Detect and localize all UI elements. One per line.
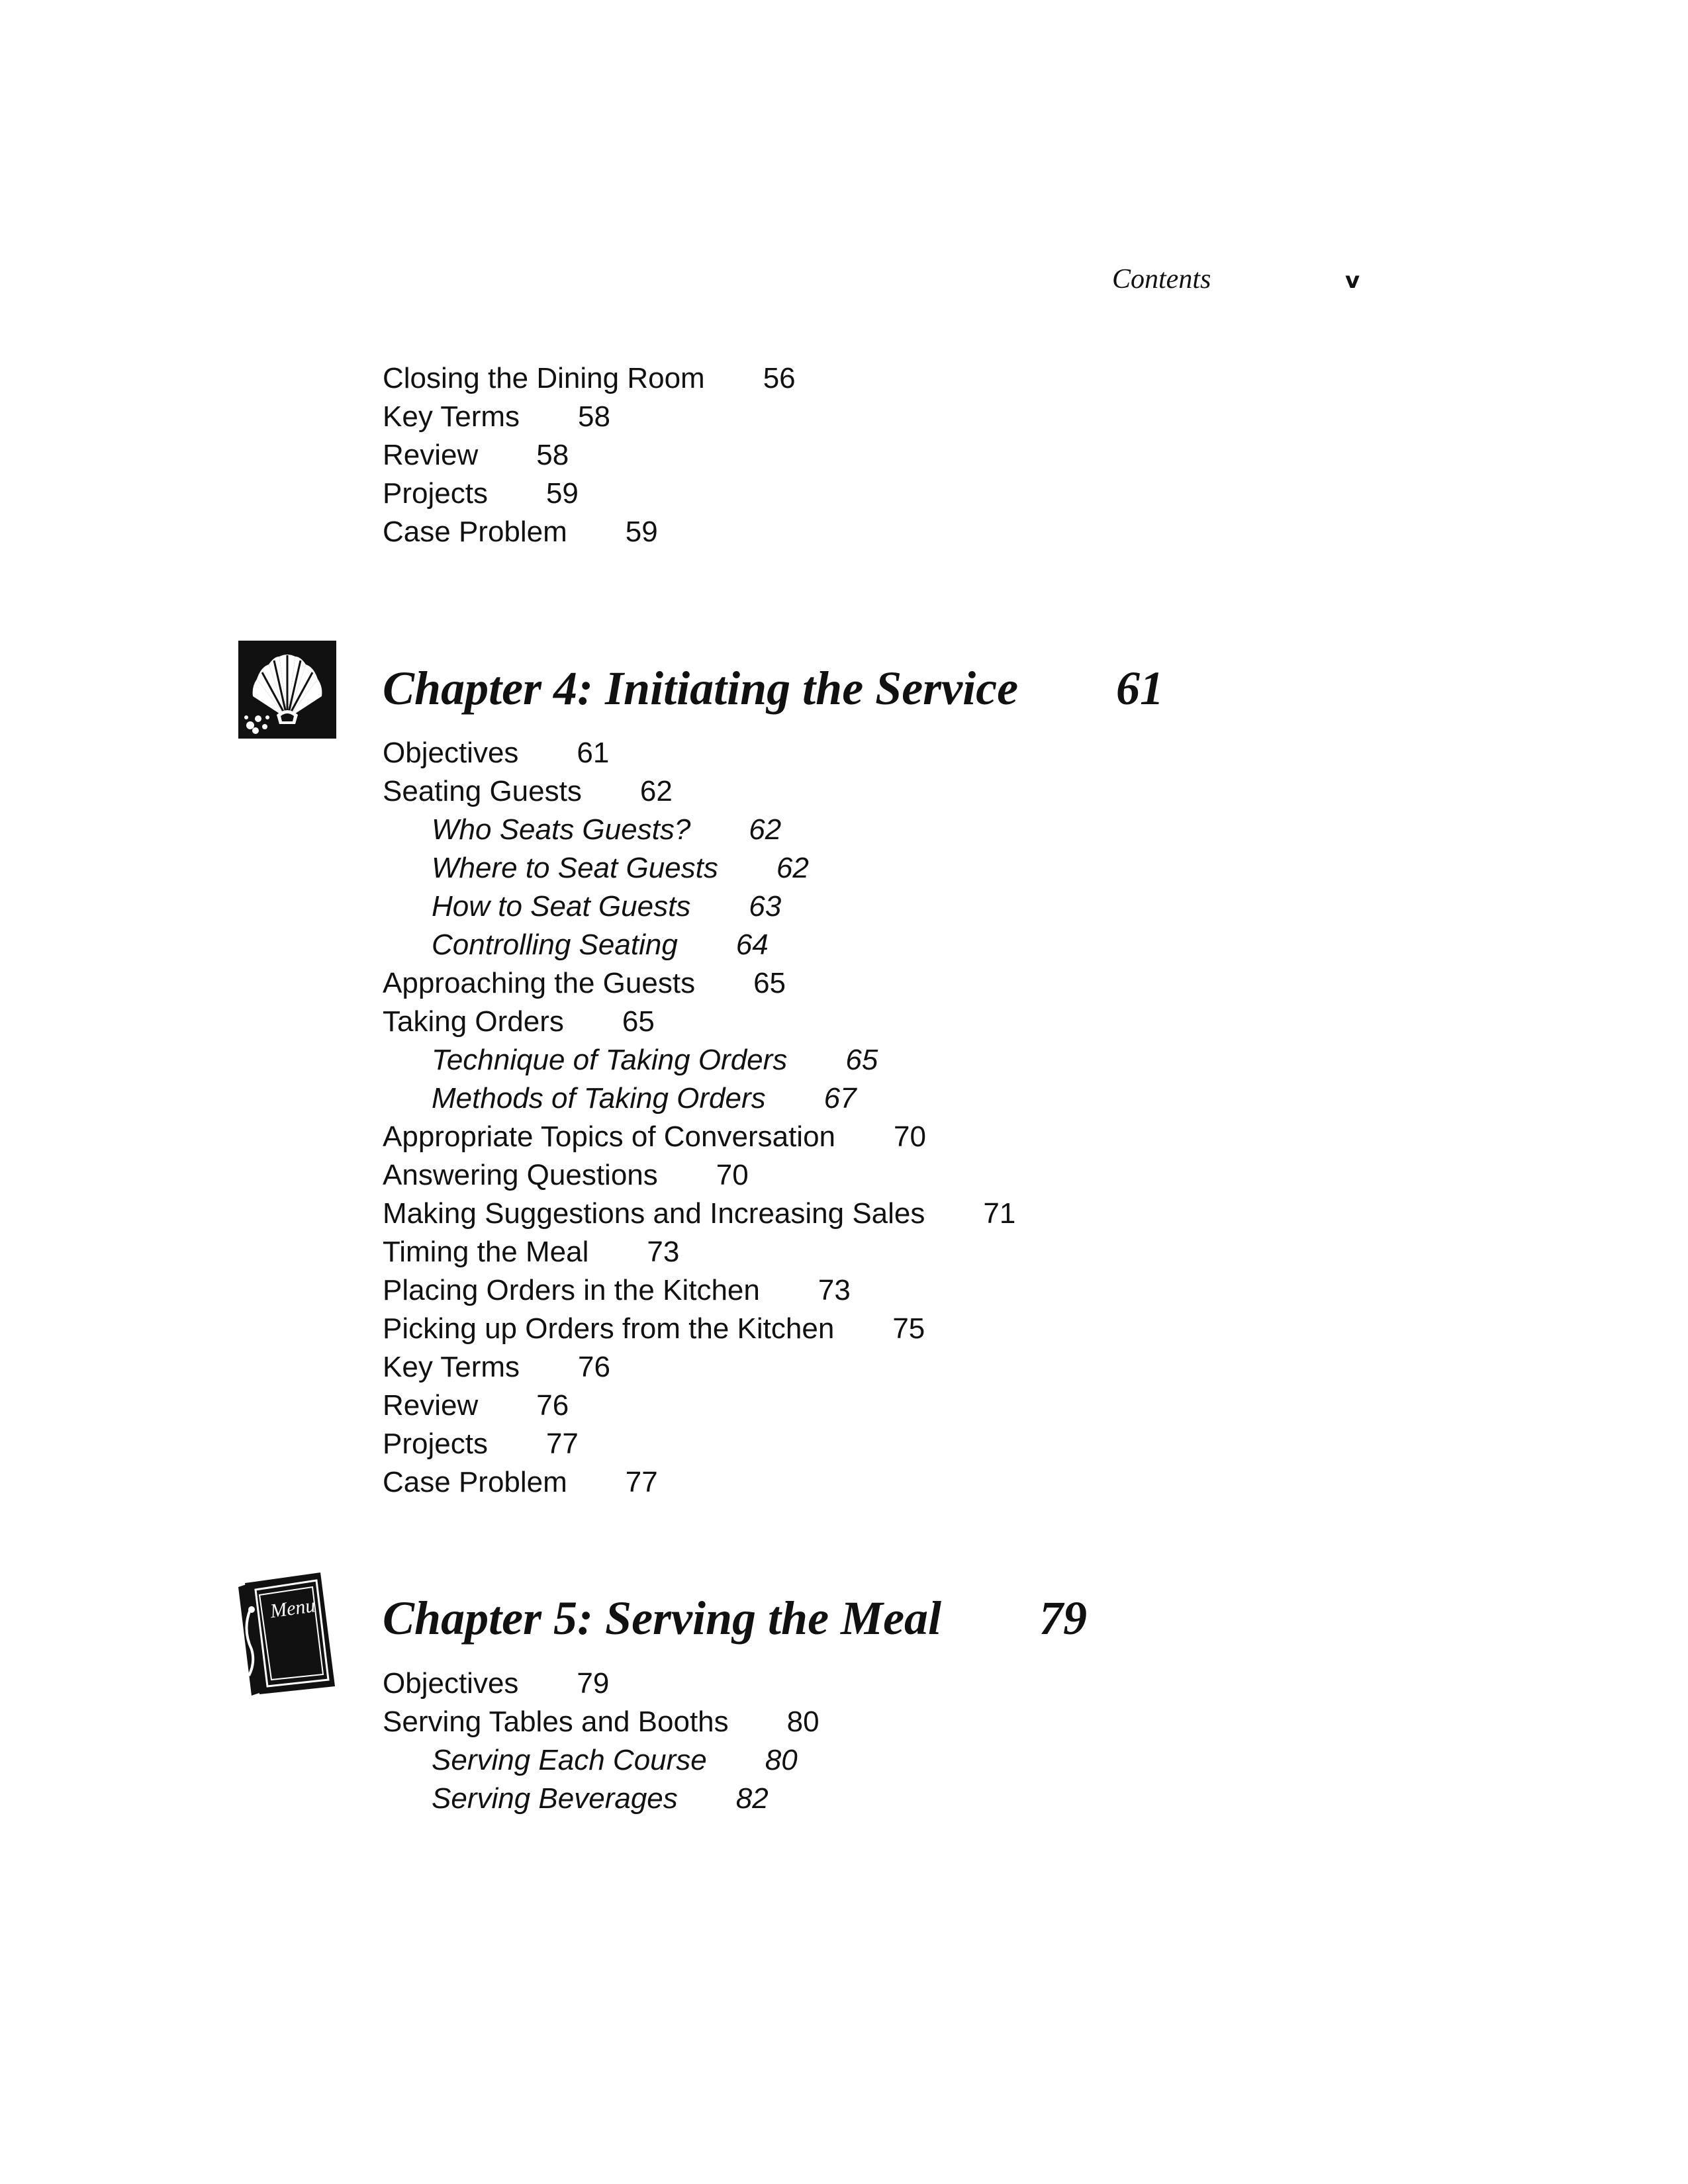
toc-entry[interactable]: Approaching the Guests 65 [383, 965, 786, 1002]
toc-entry[interactable]: Closing the Dining Room 56 [383, 360, 796, 397]
running-head [1112, 263, 1377, 303]
toc-page-number: 65 [753, 967, 786, 999]
toc-subentry[interactable]: Where to Seat Guests 62 [432, 850, 809, 887]
page-folio: v [1345, 267, 1360, 294]
toc-page-number: 77 [625, 1466, 658, 1498]
toc-page-number: 70 [894, 1120, 926, 1153]
toc-page-number: 67 [823, 1082, 857, 1115]
toc-page-number: 70 [716, 1159, 749, 1191]
toc-page-number: 62 [776, 852, 809, 884]
chapter-page-number: 61 [1116, 662, 1164, 715]
toc-page-number: 59 [625, 516, 658, 548]
toc-subentry[interactable]: Technique of Taking Orders 65 [432, 1042, 878, 1079]
toc-page-number: 65 [845, 1044, 878, 1076]
toc-entry[interactable]: Projects 59 [383, 475, 579, 512]
toc-entry[interactable]: Key Terms 76 [383, 1349, 610, 1386]
toc-page-number: 58 [578, 400, 610, 433]
toc-entry[interactable]: Case Problem 77 [383, 1464, 658, 1501]
toc-page-number: 64 [735, 929, 769, 961]
toc-page-number: 73 [647, 1236, 680, 1268]
svg-text:Menu: Menu [268, 1594, 317, 1623]
toc-entry[interactable]: Taking Orders 65 [383, 1003, 655, 1040]
toc-subentry[interactable]: Controlling Seating 64 [432, 927, 769, 964]
toc-page-number: 76 [536, 1389, 569, 1422]
toc-entry[interactable]: Projects 77 [383, 1426, 579, 1463]
toc-entry[interactable]: Objectives 61 [383, 735, 609, 772]
toc-page-number: 76 [578, 1351, 610, 1383]
chapter-5-heading[interactable] [383, 1588, 1087, 1648]
toc-entry[interactable]: Picking up Orders from the Kitchen 75 [383, 1310, 925, 1347]
shell-icon [238, 641, 336, 739]
toc-subentry[interactable]: Serving Each Course 80 [432, 1742, 798, 1779]
toc-page-number: 63 [749, 890, 782, 923]
toc-page-number: 80 [765, 1744, 798, 1776]
toc-page-number: 61 [577, 737, 610, 769]
toc-subentry[interactable]: Who Seats Guests? 62 [432, 811, 781, 848]
toc-page-number: 73 [818, 1274, 851, 1306]
toc-subentry[interactable]: How to Seat Guests 63 [432, 888, 781, 925]
toc-page-number: 62 [749, 813, 782, 846]
toc-entry[interactable]: Serving Tables and Booths 80 [383, 1704, 820, 1741]
toc-entry[interactable]: Objectives 79 [383, 1665, 609, 1702]
toc-entry[interactable]: Appropriate Topics of Conversation 70 [383, 1118, 926, 1156]
toc-page-number: 77 [545, 1428, 579, 1460]
toc-entry[interactable]: Answering Questions 70 [383, 1157, 749, 1194]
toc-entry[interactable]: Key Terms 58 [383, 398, 610, 435]
toc-entry[interactable]: Case Problem 59 [383, 514, 658, 551]
toc-page-number: 79 [577, 1667, 610, 1700]
toc-page-number: 65 [622, 1005, 655, 1038]
toc-page-number: 58 [536, 439, 569, 471]
toc-entry[interactable]: Review 76 [383, 1387, 569, 1424]
chapter-title: Chapter 5: Serving the Meal [383, 1592, 942, 1645]
toc-subentry[interactable]: Methods of Taking Orders 67 [432, 1080, 857, 1117]
toc-page-number: 59 [545, 477, 579, 510]
toc-entry[interactable]: Placing Orders in the Kitchen 73 [383, 1272, 851, 1309]
chapter-4-heading[interactable] [383, 659, 1164, 718]
toc-page-number: 62 [639, 775, 673, 807]
toc-entry[interactable]: Making Suggestions and Increasing Sales 71 [383, 1195, 1015, 1232]
menu-book-icon [236, 1570, 339, 1696]
chapter-title: Chapter 4: Initiating the Service [383, 662, 1019, 715]
chapter-page-number: 79 [1039, 1592, 1088, 1645]
toc-page-number: 56 [763, 362, 796, 394]
toc-page-number: 82 [735, 1782, 769, 1815]
toc-page-number: 75 [892, 1312, 925, 1345]
toc-entry[interactable]: Timing the Meal 73 [383, 1234, 679, 1271]
toc-page-number: 71 [983, 1197, 1016, 1230]
toc-page-number: 80 [786, 1706, 820, 1738]
toc-entry[interactable]: Review 58 [383, 437, 569, 474]
running-head-title: Contents [1112, 264, 1211, 295]
toc-subentry[interactable]: Serving Beverages 82 [432, 1780, 769, 1817]
toc-entry[interactable]: Seating Guests 62 [383, 773, 673, 810]
